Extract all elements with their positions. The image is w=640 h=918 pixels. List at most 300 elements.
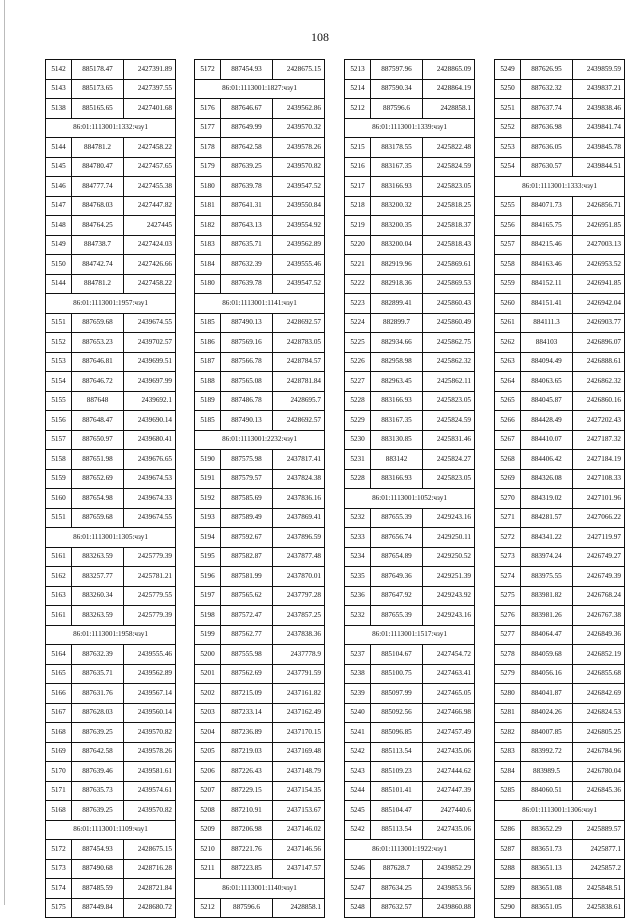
coordinate-row <box>345 60 475 80</box>
x-coordinate: 887226.43 <box>221 762 273 782</box>
point-number: 5214 <box>345 79 371 99</box>
x-coordinate: 887219.03 <box>221 742 273 762</box>
x-coordinate: 884111.3 <box>521 313 573 333</box>
cadastral-number: 86:01:1113001:1827:чзу1 <box>195 79 325 99</box>
y-coordinate: 2425848.51 <box>573 879 625 899</box>
coordinate-row <box>46 157 176 177</box>
y-coordinate: 2439674.55 <box>124 313 176 333</box>
coordinate-row <box>46 235 176 255</box>
point-number: 5260 <box>495 294 521 314</box>
x-coordinate: 887651.98 <box>72 450 124 470</box>
coordinate-row <box>345 762 475 782</box>
coordinate-row <box>195 684 325 704</box>
coordinate-row <box>195 528 325 548</box>
point-number: 5263 <box>495 352 521 372</box>
y-coordinate: 2427440.6 <box>423 801 475 821</box>
point-number: 5264 <box>495 372 521 392</box>
x-coordinate: 887582.87 <box>221 547 273 567</box>
y-coordinate: 2437869.41 <box>273 508 325 528</box>
y-coordinate: 2437146.56 <box>273 840 325 860</box>
coordinate-row <box>195 450 325 470</box>
coordinate-row <box>195 762 325 782</box>
y-coordinate: 2426845.36 <box>573 781 625 801</box>
point-number: 5180 <box>195 274 221 294</box>
coordinate-row <box>495 469 625 489</box>
point-number: 5239 <box>345 684 371 704</box>
point-number: 5268 <box>495 450 521 470</box>
point-number: 5166 <box>46 684 72 704</box>
x-coordinate: 887636.05 <box>521 138 573 158</box>
x-coordinate: 887597.96 <box>371 60 423 80</box>
point-number: 5187 <box>195 352 221 372</box>
point-number: 5151 <box>46 313 72 333</box>
coordinate-row <box>46 411 176 431</box>
x-coordinate: 883651.08 <box>521 879 573 899</box>
x-coordinate: 887634.25 <box>371 879 423 899</box>
coordinate-row <box>46 879 176 899</box>
coordinate-row <box>195 196 325 216</box>
point-number: 5226 <box>345 352 371 372</box>
coordinate-row <box>46 255 176 275</box>
x-coordinate: 887590.34 <box>371 79 423 99</box>
coordinate-row <box>46 664 176 684</box>
parcel-header-row <box>195 294 325 314</box>
x-coordinate: 887655.39 <box>371 606 423 626</box>
coordinate-row <box>345 606 475 626</box>
y-coordinate: 2425862.11 <box>423 372 475 392</box>
coordinate-row <box>345 352 475 372</box>
point-number: 5150 <box>46 255 72 275</box>
point-number: 5229 <box>345 411 371 431</box>
coordinate-row <box>495 138 625 158</box>
x-coordinate: 887639.78 <box>221 177 273 197</box>
point-number: 5210 <box>195 840 221 860</box>
x-coordinate: 884163.46 <box>521 255 573 275</box>
coordinate-row <box>495 723 625 743</box>
x-coordinate: 884041.87 <box>521 684 573 704</box>
y-coordinate: 2427454.72 <box>423 645 475 665</box>
y-coordinate: 2427457.49 <box>423 723 475 743</box>
coordinate-row <box>495 196 625 216</box>
x-coordinate: 887236.89 <box>221 723 273 743</box>
y-coordinate: 2426749.27 <box>573 547 625 567</box>
point-number: 5282 <box>495 723 521 743</box>
coordinate-row <box>495 879 625 899</box>
x-coordinate: 887654.89 <box>371 547 423 567</box>
y-coordinate: 2425781.21 <box>124 567 176 587</box>
x-coordinate: 884341.22 <box>521 528 573 548</box>
point-number: 5151 <box>46 508 72 528</box>
coordinate-row <box>345 333 475 353</box>
x-coordinate: 885178.47 <box>72 60 124 80</box>
point-number: 5274 <box>495 567 521 587</box>
parcel-header-row <box>195 430 325 450</box>
point-number: 5159 <box>46 469 72 489</box>
x-coordinate: 887659.68 <box>72 508 124 528</box>
y-coordinate: 2439570.32 <box>273 118 325 138</box>
y-coordinate: 2437836.16 <box>273 489 325 509</box>
y-coordinate: 2439555.46 <box>124 645 176 665</box>
y-coordinate: 2439844.51 <box>573 157 625 177</box>
y-coordinate: 2427435.06 <box>423 820 475 840</box>
point-number: 5205 <box>195 742 221 762</box>
point-number: 5221 <box>345 255 371 275</box>
coordinate-row <box>345 99 475 119</box>
point-number: 5259 <box>495 274 521 294</box>
coordinate-row <box>345 157 475 177</box>
coordinate-row <box>46 801 176 821</box>
x-coordinate: 887639.25 <box>72 723 124 743</box>
x-coordinate: 887639.25 <box>72 801 124 821</box>
y-coordinate: 2427101.96 <box>573 489 625 509</box>
point-number: 5240 <box>345 703 371 723</box>
y-coordinate: 2428784.57 <box>273 352 325 372</box>
y-coordinate: 2437838.36 <box>273 625 325 645</box>
point-number: 5204 <box>195 723 221 743</box>
coordinate-row <box>46 99 176 119</box>
y-coordinate: 2439562.89 <box>124 664 176 684</box>
x-coordinate: 885173.65 <box>72 79 124 99</box>
point-number: 5272 <box>495 528 521 548</box>
y-coordinate: 2427458.22 <box>124 274 176 294</box>
x-coordinate: 884060.51 <box>521 781 573 801</box>
point-number: 5195 <box>195 547 221 567</box>
x-coordinate: 884281.57 <box>521 508 573 528</box>
coordinate-row <box>345 177 475 197</box>
point-number: 5271 <box>495 508 521 528</box>
y-coordinate: 2439554.92 <box>273 216 325 236</box>
x-coordinate: 887632.39 <box>72 645 124 665</box>
x-coordinate: 885092.56 <box>371 703 423 723</box>
y-coordinate: 2425779.39 <box>124 606 176 626</box>
point-number: 5232 <box>345 508 371 528</box>
coordinate-row <box>46 274 176 294</box>
coordinate-row <box>195 723 325 743</box>
point-number: 5170 <box>46 762 72 782</box>
parcel-header-row <box>345 625 475 645</box>
page-number: 108 <box>311 30 329 44</box>
y-coordinate: 2427119.97 <box>573 528 625 548</box>
point-number: 5209 <box>195 820 221 840</box>
x-coordinate: 884764.25 <box>72 216 124 236</box>
coordinate-row <box>195 391 325 411</box>
point-number: 5286 <box>495 820 521 840</box>
y-coordinate: 2437817.41 <box>273 450 325 470</box>
point-number: 5185 <box>195 411 221 431</box>
coordinate-row <box>195 820 325 840</box>
point-number: 5249 <box>495 60 521 80</box>
point-number: 5236 <box>345 586 371 606</box>
x-coordinate: 887632.39 <box>221 255 273 275</box>
coordinate-row <box>345 450 475 470</box>
x-coordinate: 882918.36 <box>371 274 423 294</box>
point-number: 5182 <box>195 216 221 236</box>
cadastral-number: 86:01:1113001:1922:чзу1 <box>345 840 475 860</box>
point-number: 5290 <box>495 898 521 918</box>
y-coordinate: 2439567.14 <box>124 684 176 704</box>
point-number: 5213 <box>345 60 371 80</box>
x-coordinate: 882899.41 <box>371 294 423 314</box>
coordinate-row <box>495 703 625 723</box>
x-coordinate: 887639.78 <box>221 274 273 294</box>
cadastral-number: 86:01:1113001:1957:чзу1 <box>46 294 176 314</box>
coordinate-row <box>495 60 625 80</box>
x-coordinate: 887565.62 <box>221 586 273 606</box>
y-coordinate: 2427108.33 <box>573 469 625 489</box>
point-number: 5267 <box>495 430 521 450</box>
y-coordinate: 2425857.2 <box>573 859 625 879</box>
x-coordinate: 887585.69 <box>221 489 273 509</box>
y-coordinate: 2439841.74 <box>573 118 625 138</box>
point-number: 5270 <box>495 489 521 509</box>
x-coordinate: 884780.47 <box>72 157 124 177</box>
coordinate-row <box>495 216 625 236</box>
y-coordinate: 2426855.68 <box>573 664 625 684</box>
coordinate-column-1 <box>45 59 176 918</box>
coordinate-row <box>195 840 325 860</box>
point-number: 5191 <box>195 469 221 489</box>
x-coordinate: 887572.47 <box>221 606 273 626</box>
point-number: 5202 <box>195 684 221 704</box>
y-coordinate: 2437870.01 <box>273 567 325 587</box>
coordinate-row <box>345 645 475 665</box>
point-number: 5254 <box>495 157 521 177</box>
y-coordinate: 2425889.57 <box>573 820 625 840</box>
point-number: 5208 <box>195 801 221 821</box>
point-number: 5156 <box>46 411 72 431</box>
y-coordinate: 2437857.25 <box>273 606 325 626</box>
coordinate-row <box>495 489 625 509</box>
x-coordinate: 885097.99 <box>371 684 423 704</box>
y-coordinate: 2427458.22 <box>124 138 176 158</box>
y-coordinate: 2439550.84 <box>273 196 325 216</box>
coordinate-row <box>195 703 325 723</box>
point-number: 5219 <box>345 216 371 236</box>
coordinate-row <box>46 508 176 528</box>
x-coordinate: 885100.75 <box>371 664 423 684</box>
coordinate-row <box>195 645 325 665</box>
coordinate-row <box>195 60 325 80</box>
x-coordinate: 884215.46 <box>521 235 573 255</box>
y-coordinate: 2428858.1 <box>423 99 475 119</box>
x-coordinate: 887233.14 <box>221 703 273 723</box>
y-coordinate: 2427401.68 <box>124 99 176 119</box>
y-coordinate: 2437153.67 <box>273 801 325 821</box>
x-coordinate: 882919.96 <box>371 255 423 275</box>
point-number: 5218 <box>345 196 371 216</box>
coordinate-row <box>195 99 325 119</box>
point-number: 5242 <box>345 742 371 762</box>
y-coordinate: 2437170.15 <box>273 723 325 743</box>
point-number: 5197 <box>195 586 221 606</box>
coordinate-row <box>195 742 325 762</box>
y-coordinate: 2425822.48 <box>423 138 475 158</box>
y-coordinate: 2437154.35 <box>273 781 325 801</box>
coordinate-row <box>345 294 475 314</box>
y-coordinate: 2429250.52 <box>423 547 475 567</box>
parcel-header-row <box>46 625 176 645</box>
point-number: 5138 <box>46 99 72 119</box>
y-coordinate: 2437169.48 <box>273 742 325 762</box>
point-number: 5234 <box>345 547 371 567</box>
y-coordinate: 2428783.05 <box>273 333 325 353</box>
parcel-header-row <box>495 177 625 197</box>
y-coordinate: 2437147.57 <box>273 859 325 879</box>
x-coordinate: 887646.72 <box>72 372 124 392</box>
x-coordinate: 883992.72 <box>521 742 573 762</box>
x-coordinate: 887636.98 <box>521 118 573 138</box>
point-number: 5143 <box>46 79 72 99</box>
coordinate-row <box>495 528 625 548</box>
point-number: 5233 <box>345 528 371 548</box>
x-coordinate: 887454.93 <box>72 840 124 860</box>
point-number: 5223 <box>345 294 371 314</box>
x-coordinate: 885104.47 <box>371 801 423 821</box>
y-coordinate: 2429250.11 <box>423 528 475 548</box>
point-number: 5252 <box>495 118 521 138</box>
coordinate-row <box>345 586 475 606</box>
y-coordinate: 2428721.84 <box>124 879 176 899</box>
point-number: 5217 <box>345 177 371 197</box>
y-coordinate: 2439562.89 <box>273 235 325 255</box>
point-number: 5222 <box>345 274 371 294</box>
x-coordinate: 887648.47 <box>72 411 124 431</box>
x-coordinate: 887642.58 <box>221 138 273 158</box>
point-number: 5180 <box>195 177 221 197</box>
x-coordinate: 887637.74 <box>521 99 573 119</box>
coordinate-row <box>495 684 625 704</box>
coordinate-row <box>195 469 325 489</box>
coordinate-row <box>495 606 625 626</box>
y-coordinate: 2437791.59 <box>273 664 325 684</box>
point-number: 5192 <box>195 489 221 509</box>
x-coordinate: 887575.98 <box>221 450 273 470</box>
point-number: 5235 <box>345 567 371 587</box>
y-coordinate: 2427445 <box>124 216 176 236</box>
y-coordinate: 2427202.43 <box>573 411 625 431</box>
x-coordinate: 887641.31 <box>221 196 273 216</box>
parcel-header-row <box>46 528 176 548</box>
point-number: 5289 <box>495 879 521 899</box>
coordinate-column-2 <box>194 59 325 918</box>
x-coordinate: 882958.98 <box>371 352 423 372</box>
x-coordinate: 884165.75 <box>521 216 573 236</box>
y-coordinate: 2427463.41 <box>423 664 475 684</box>
x-coordinate: 884781.2 <box>72 138 124 158</box>
y-coordinate: 2427447.82 <box>124 196 176 216</box>
y-coordinate: 2425831.46 <box>423 430 475 450</box>
coordinate-row <box>345 781 475 801</box>
coordinate-row <box>345 723 475 743</box>
x-coordinate: 887643.13 <box>221 216 273 236</box>
point-number: 5194 <box>195 528 221 548</box>
y-coordinate: 2425818.25 <box>423 196 475 216</box>
x-coordinate: 887555.98 <box>221 645 273 665</box>
point-number: 5147 <box>46 196 72 216</box>
x-coordinate: 887221.76 <box>221 840 273 860</box>
coordinate-row <box>345 411 475 431</box>
coordinate-row <box>195 586 325 606</box>
coordinate-row <box>195 177 325 197</box>
x-coordinate: 887565.08 <box>221 372 273 392</box>
point-number: 5186 <box>195 333 221 353</box>
coordinate-row <box>495 742 625 762</box>
x-coordinate: 887215.09 <box>221 684 273 704</box>
point-number: 5228 <box>345 469 371 489</box>
x-coordinate: 887649.99 <box>221 118 273 138</box>
coordinate-row <box>46 898 176 918</box>
point-number: 5250 <box>495 79 521 99</box>
coordinate-row <box>345 196 475 216</box>
coordinate-row <box>46 216 176 236</box>
coordinate-row <box>495 840 625 860</box>
point-number: 5216 <box>345 157 371 177</box>
coordinate-row <box>345 216 475 236</box>
x-coordinate: 887206.98 <box>221 820 273 840</box>
x-coordinate: 883975.55 <box>521 567 573 587</box>
y-coordinate: 2439699.51 <box>124 352 176 372</box>
point-number: 5248 <box>345 898 371 918</box>
x-coordinate: 887656.74 <box>371 528 423 548</box>
x-coordinate: 883130.85 <box>371 430 423 450</box>
y-coordinate: 2439574.61 <box>124 781 176 801</box>
y-coordinate: 2425838.61 <box>573 898 625 918</box>
point-number: 5198 <box>195 606 221 626</box>
point-number: 5155 <box>46 391 72 411</box>
y-coordinate: 2437146.02 <box>273 820 325 840</box>
y-coordinate: 2439570.82 <box>273 157 325 177</box>
x-coordinate: 885109.23 <box>371 762 423 782</box>
point-number: 5154 <box>46 372 72 392</box>
coordinate-row <box>345 274 475 294</box>
coordinate-row <box>345 684 475 704</box>
cadastral-number: 86:01:1113001:1141:чзу1 <box>195 294 325 314</box>
coordinate-row <box>46 469 176 489</box>
coordinate-row <box>345 313 475 333</box>
coordinate-row <box>495 235 625 255</box>
x-coordinate: 883989.5 <box>521 762 573 782</box>
coordinate-row <box>495 820 625 840</box>
point-number: 5251 <box>495 99 521 119</box>
x-coordinate: 884063.65 <box>521 372 573 392</box>
point-number: 5193 <box>195 508 221 528</box>
coordinate-row <box>46 781 176 801</box>
coordinate-row <box>495 372 625 392</box>
y-coordinate: 2427455.38 <box>124 177 176 197</box>
y-coordinate: 2439845.78 <box>573 138 625 158</box>
x-coordinate: 887581.99 <box>221 567 273 587</box>
y-coordinate: 2437778.9 <box>273 645 325 665</box>
point-number: 5144 <box>46 138 72 158</box>
point-number: 5285 <box>495 781 521 801</box>
y-coordinate: 2425877.1 <box>573 840 625 860</box>
y-coordinate: 2439692.1 <box>124 391 176 411</box>
y-coordinate: 2439676.65 <box>124 450 176 470</box>
coordinate-row <box>345 235 475 255</box>
point-number: 5231 <box>345 450 371 470</box>
coordinate-row <box>195 138 325 158</box>
coordinate-row <box>46 703 176 723</box>
coordinate-row <box>46 391 176 411</box>
y-coordinate: 2427066.22 <box>573 508 625 528</box>
y-coordinate: 2426942.04 <box>573 294 625 314</box>
point-number: 5172 <box>46 840 72 860</box>
coordinate-row <box>46 79 176 99</box>
x-coordinate: 883166.93 <box>371 177 423 197</box>
y-coordinate: 2439697.99 <box>124 372 176 392</box>
x-coordinate: 884410.07 <box>521 430 573 450</box>
y-coordinate: 2428781.84 <box>273 372 325 392</box>
